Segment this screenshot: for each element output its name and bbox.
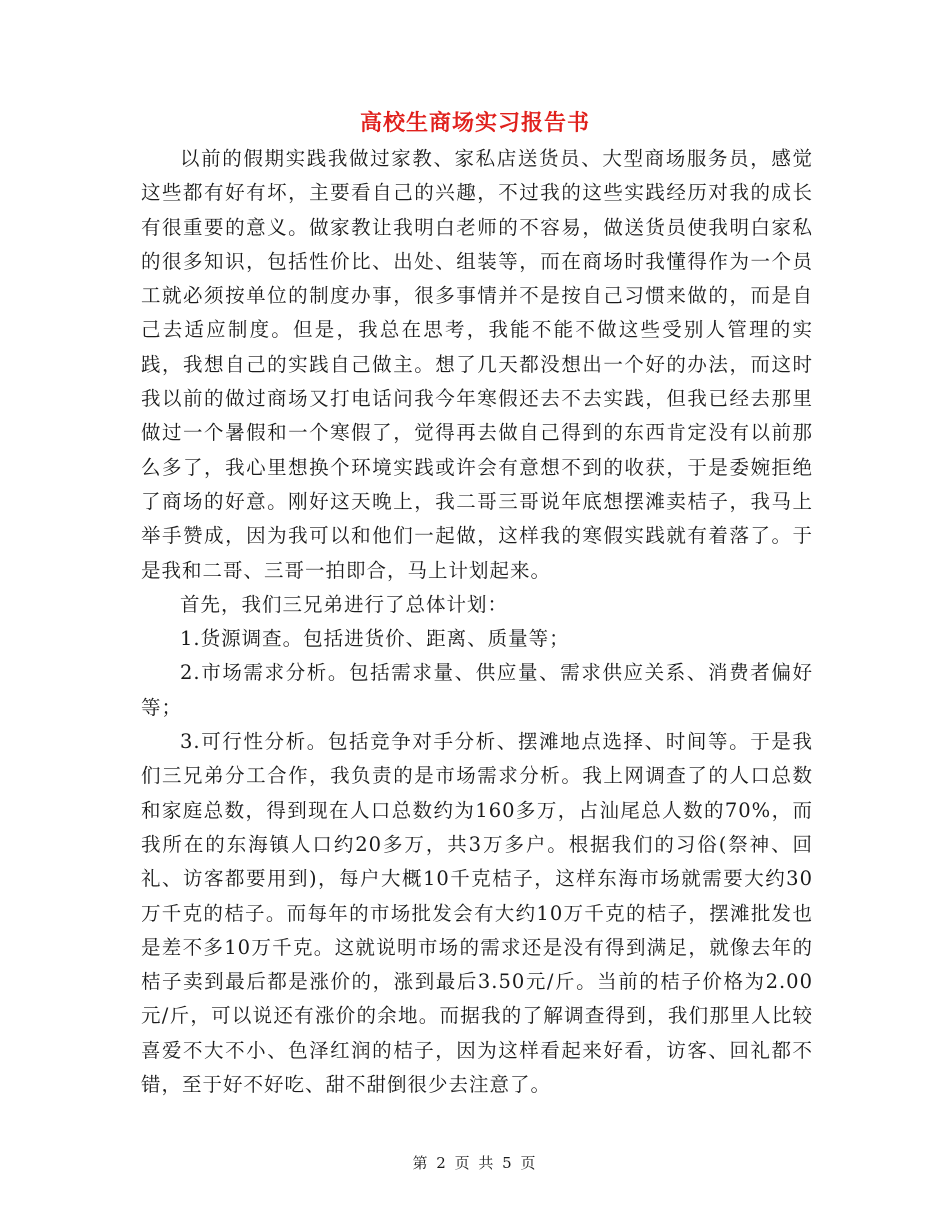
paragraph-plan-item-1: 1.货源调查。包括进货价、距离、质量等；	[180, 627, 570, 651]
paragraph-plan-heading: 首先，我们三兄弟进行了总体计划：	[180, 592, 509, 616]
paragraph-intro: 以前的假期实践我做过家教、家私店送货员、大型商场服务员，感觉这些都有好有坏，主要看自己的兴趣，不过我的这些实践经历对我的成长有很重要的意义。做家教让我明白老师的不容易，做送货员使我明白家私的很多知识，包括性价比、出处、组装等，而在商场时我懂得作为一个员工就必须按单位的制度办事，很多事情并不是按自己习惯来做的，而是自己去适应制度。但是，我总在思考，我能不能不做这些受别人管理的实践，我想自己的实践自己做主。想了几天都没想出一个好的办法，而这时我以前的做过商场又打电话问我今年寒假还去不去实践，但我已经去那里做过一个暑假和一个寒假了，觉得再去做自己得到的东西肯定没有以前那么多了，我心里想换个环境实践或许会有意想不到的收获，于是委婉拒绝了商场的好意。刚好这天晚上，我二哥三哥说年底想摆滩卖桔子，我马上举手赞成，因为我可以和他们一起做，这样我的寒假实践就有着落了。于是我和二哥、三哥一拍即合，马上计划起来。	[141, 147, 813, 582]
document-body	[141, 142, 813, 1102]
document-title: 高校生商场实习报告书	[359, 110, 590, 136]
paragraph-plan-item-2: 2.市场需求分析。包括需求量、供应量、需求供应关系、消费者偏好等；	[141, 661, 813, 719]
paragraph-plan-item-3: 3.可行性分析。包括竞争对手分析、摆滩地点选择、时间等。于是我们三兄弟分工合作，我负责的是市场需求分析。我上网调查了的人口总数和家庭总数，得到现在人口总数约为160多万，占汕尾总人数的70%，而我所在的东海镇人口约20多万，共3万多户。根据我们的习俗(祭神、回礼、访客都要用到)，每户大概10千克桔子，这样东海市场就需要大约30万千克的桔子。而每年的市场批发会有大约10万千克的桔子，摆滩批发也是差不多10万千克。这就说明市场的需求还是没有得到满足，就像去年的桔子卖到最后都是涨价的，涨到最后3.50元/斤。当前的桔子价格为2.00元/斤，可以说还有涨价的余地。而据我的了解调查得到，我们那里人比较喜爱不大不小、色泽红润的桔子，因为这样看起来好看，访客、回礼都不错，至于好不好吃、甜不甜倒很少去注意了。	[141, 730, 813, 1097]
page-number-footer: 第 2 页 共 5 页	[412, 1154, 538, 1172]
